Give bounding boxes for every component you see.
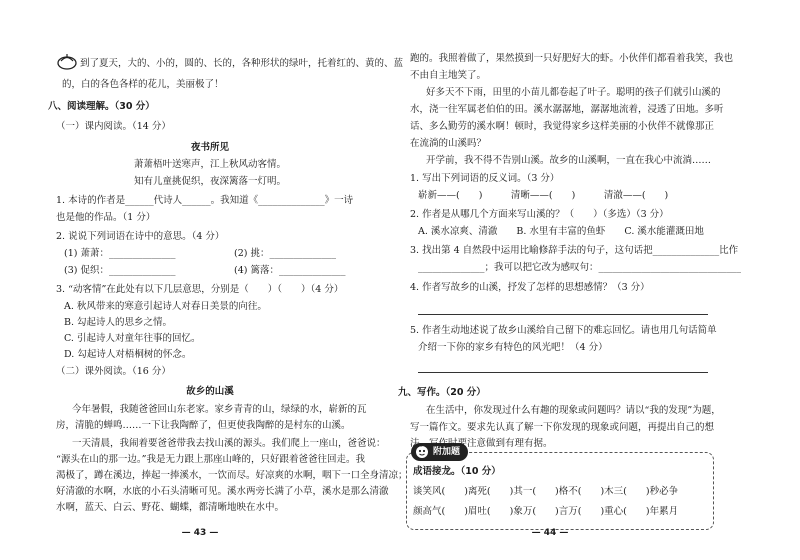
part-2-title: （二）课外阅读。（16 分）	[56, 366, 171, 377]
question-1: 1. 本诗的作者是______代诗人______。我知道《______________》一诗	[56, 195, 354, 206]
reading-question-5-cont: 介绍一下你的家乡有特色的风光吧！（4 分）	[418, 342, 608, 353]
story-paragraph-line: 今年暑假，我随爸爸回山东老家。家乡青青的山，绿绿的水，崭新的瓦	[72, 404, 367, 415]
story-paragraph-line: 房，清脆的蝉鸣……一下让我陶醉了，但更使我陶醉的是村东的山溪。	[56, 420, 351, 431]
story-title: 故乡的山溪	[186, 386, 234, 397]
idiom-row: 颜高气( )眉吐( )象万( )言万( )重心( )年累月	[413, 506, 679, 517]
pencil-icon	[56, 52, 78, 73]
question-3-option: B. 勾起诗人的思乡之情。	[64, 317, 173, 328]
question-3-option: A. 秋风带来的寒意引起诗人对春日美景的向往。	[64, 301, 267, 312]
intro-line: 的，白的各色各样的花儿，美丽极了！	[62, 79, 224, 90]
story-paragraph-line: 渴极了，蹲在溪边，捧起一捧溪水，一饮而尽。好凉爽的水啊，咽下一口全身清凉；	[56, 470, 408, 481]
story-paragraph-line: 不由自主地笑了。	[410, 70, 487, 81]
answer-line[interactable]	[418, 372, 708, 373]
question-1-cont: 也是他的作品。（1 分）	[56, 212, 156, 223]
story-paragraph-line: 跑的。我照着做了，果然摸到一只好肥好大的虾。小伙伴们都看着我笑，我也	[410, 53, 734, 64]
story-paragraph-line: 水啊，蓝天、白云、野花、蝴蝶，都清晰地映在水中。	[56, 502, 285, 513]
story-paragraph-line: 话、多么勤劳的溪水啊！顿时，我觉得家乡这样美丽的小伙伴不就像那正	[410, 121, 715, 132]
question-2-item: (3) 促织：______________	[64, 265, 176, 276]
reading-question-3: 3. 找出第 4 自然段中运用比喻修辞手法的句子，这句话把______________比作	[410, 245, 739, 256]
idiom-row: 谈笑风( )离死( )其一( )格不( )木三( )秒必争	[413, 486, 679, 497]
writing-prompt-line: 在生活中，你发现过什么有趣的现象或问题吗？请以“我的发现”为题，	[426, 405, 721, 416]
question-2: 2. 说说下列词语在诗中的意思。（4 分）	[56, 231, 225, 242]
poem-line: 知有儿童挑促织，夜深篱落一灯明。	[133, 176, 286, 187]
page-number-left: — 43 —	[181, 528, 219, 538]
question-3-option: C. 引起诗人对童年往事的回忆。	[64, 333, 201, 344]
reading-question-5: 5. 作者生动地述说了故乡山溪给自己留下的难忘回忆。请也用几句话简单	[410, 325, 717, 336]
writing-prompt-line: 写一篇作文。要求先认真了解一下你发现的现象或问题，再提出自己的想	[410, 422, 715, 433]
right-page	[400, 0, 800, 560]
story-paragraph-line: 好多天不下雨，田里的小苗儿都卷起了叶子。聪明的孩子们就引山溪的	[426, 87, 721, 98]
idiom-chain-title: 成语接龙。（10 分）	[413, 466, 501, 477]
reading-question-1: 1. 写出下列词语的反义词。（3 分）	[410, 173, 560, 184]
story-paragraph-line: 一天清晨，我闹着要爸爸带我去找山溪的源头。我们爬上一座山，爸爸说：	[72, 438, 386, 449]
section-9-title: 九、写作。（20 分）	[398, 387, 486, 398]
story-paragraph-line: “源头在山的那一边。”我是无力跟上那座山峰的，只好跟着爸爸往回走。我	[56, 454, 365, 465]
story-paragraph-line: 好清澈的水啊，水底的小石头清晰可见。溪水两旁长满了小草，溪水是那么清澈	[56, 486, 389, 497]
poem-line: 萧萧梧叶送寒声，江上秋风动客情。	[133, 159, 286, 170]
section-8-title: 八、阅读理解。（30 分）	[48, 101, 155, 112]
reading-question-1-items: 崭新——( ) 清晰——( ) 清澈——( )	[418, 190, 669, 201]
question-2-item: (1) 萧萧：______________	[64, 248, 176, 259]
reading-question-4: 4. 作者写故乡的山溪，抒发了怎样的思想感情？（3 分）	[410, 282, 650, 293]
poem-title: 夜书所见	[190, 142, 229, 153]
story-paragraph-line: 水，浇一往军属老伯伯的田。溪水潺潺地，潺潺地流着，浸透了田地。多听	[410, 104, 724, 115]
reading-question-3-cont: ______________；我可以把它改为感叹句：______________________________	[418, 262, 742, 273]
bonus-badge-label: 附加题	[433, 447, 461, 457]
question-2-item: (4) 篱落：______________	[234, 265, 346, 276]
writing-prompt-line: 法。写作时要注意做到有理有据。	[410, 438, 553, 449]
question-3-option: D. 勾起诗人对梧桐树的怀念。	[64, 349, 192, 360]
question-3: 3. “动客情”在此处有以下几层意思，分别是（ ）（ ）（4 分）	[56, 284, 344, 295]
part-1-title: （一）课内阅读。（14 分）	[56, 121, 171, 132]
intro-line: 到了夏天，大的、小的，圆的、长的，各种形状的绿叶，托着红的、黄的、蓝	[80, 58, 404, 69]
story-paragraph-line: 开学前，我不得不告别山溪。故乡的山溪啊，一直在我心中流淌……	[426, 155, 712, 166]
page-number-right: — 44 —	[531, 528, 569, 538]
reading-question-2: 2. 作者是从哪几个方面来写山溪的？（ ）（多选）（3 分）	[410, 209, 669, 220]
question-2-item: (2) 挑：______________	[234, 248, 336, 259]
answer-line[interactable]	[418, 314, 708, 315]
bonus-question-box	[406, 447, 714, 530]
reading-question-2-options: A. 溪水凉爽、清澈 B. 水里有丰富的鱼虾 C. 溪水能灌溉田地	[418, 226, 704, 237]
story-paragraph-line: 在流淌的山溪吗？	[410, 138, 487, 149]
